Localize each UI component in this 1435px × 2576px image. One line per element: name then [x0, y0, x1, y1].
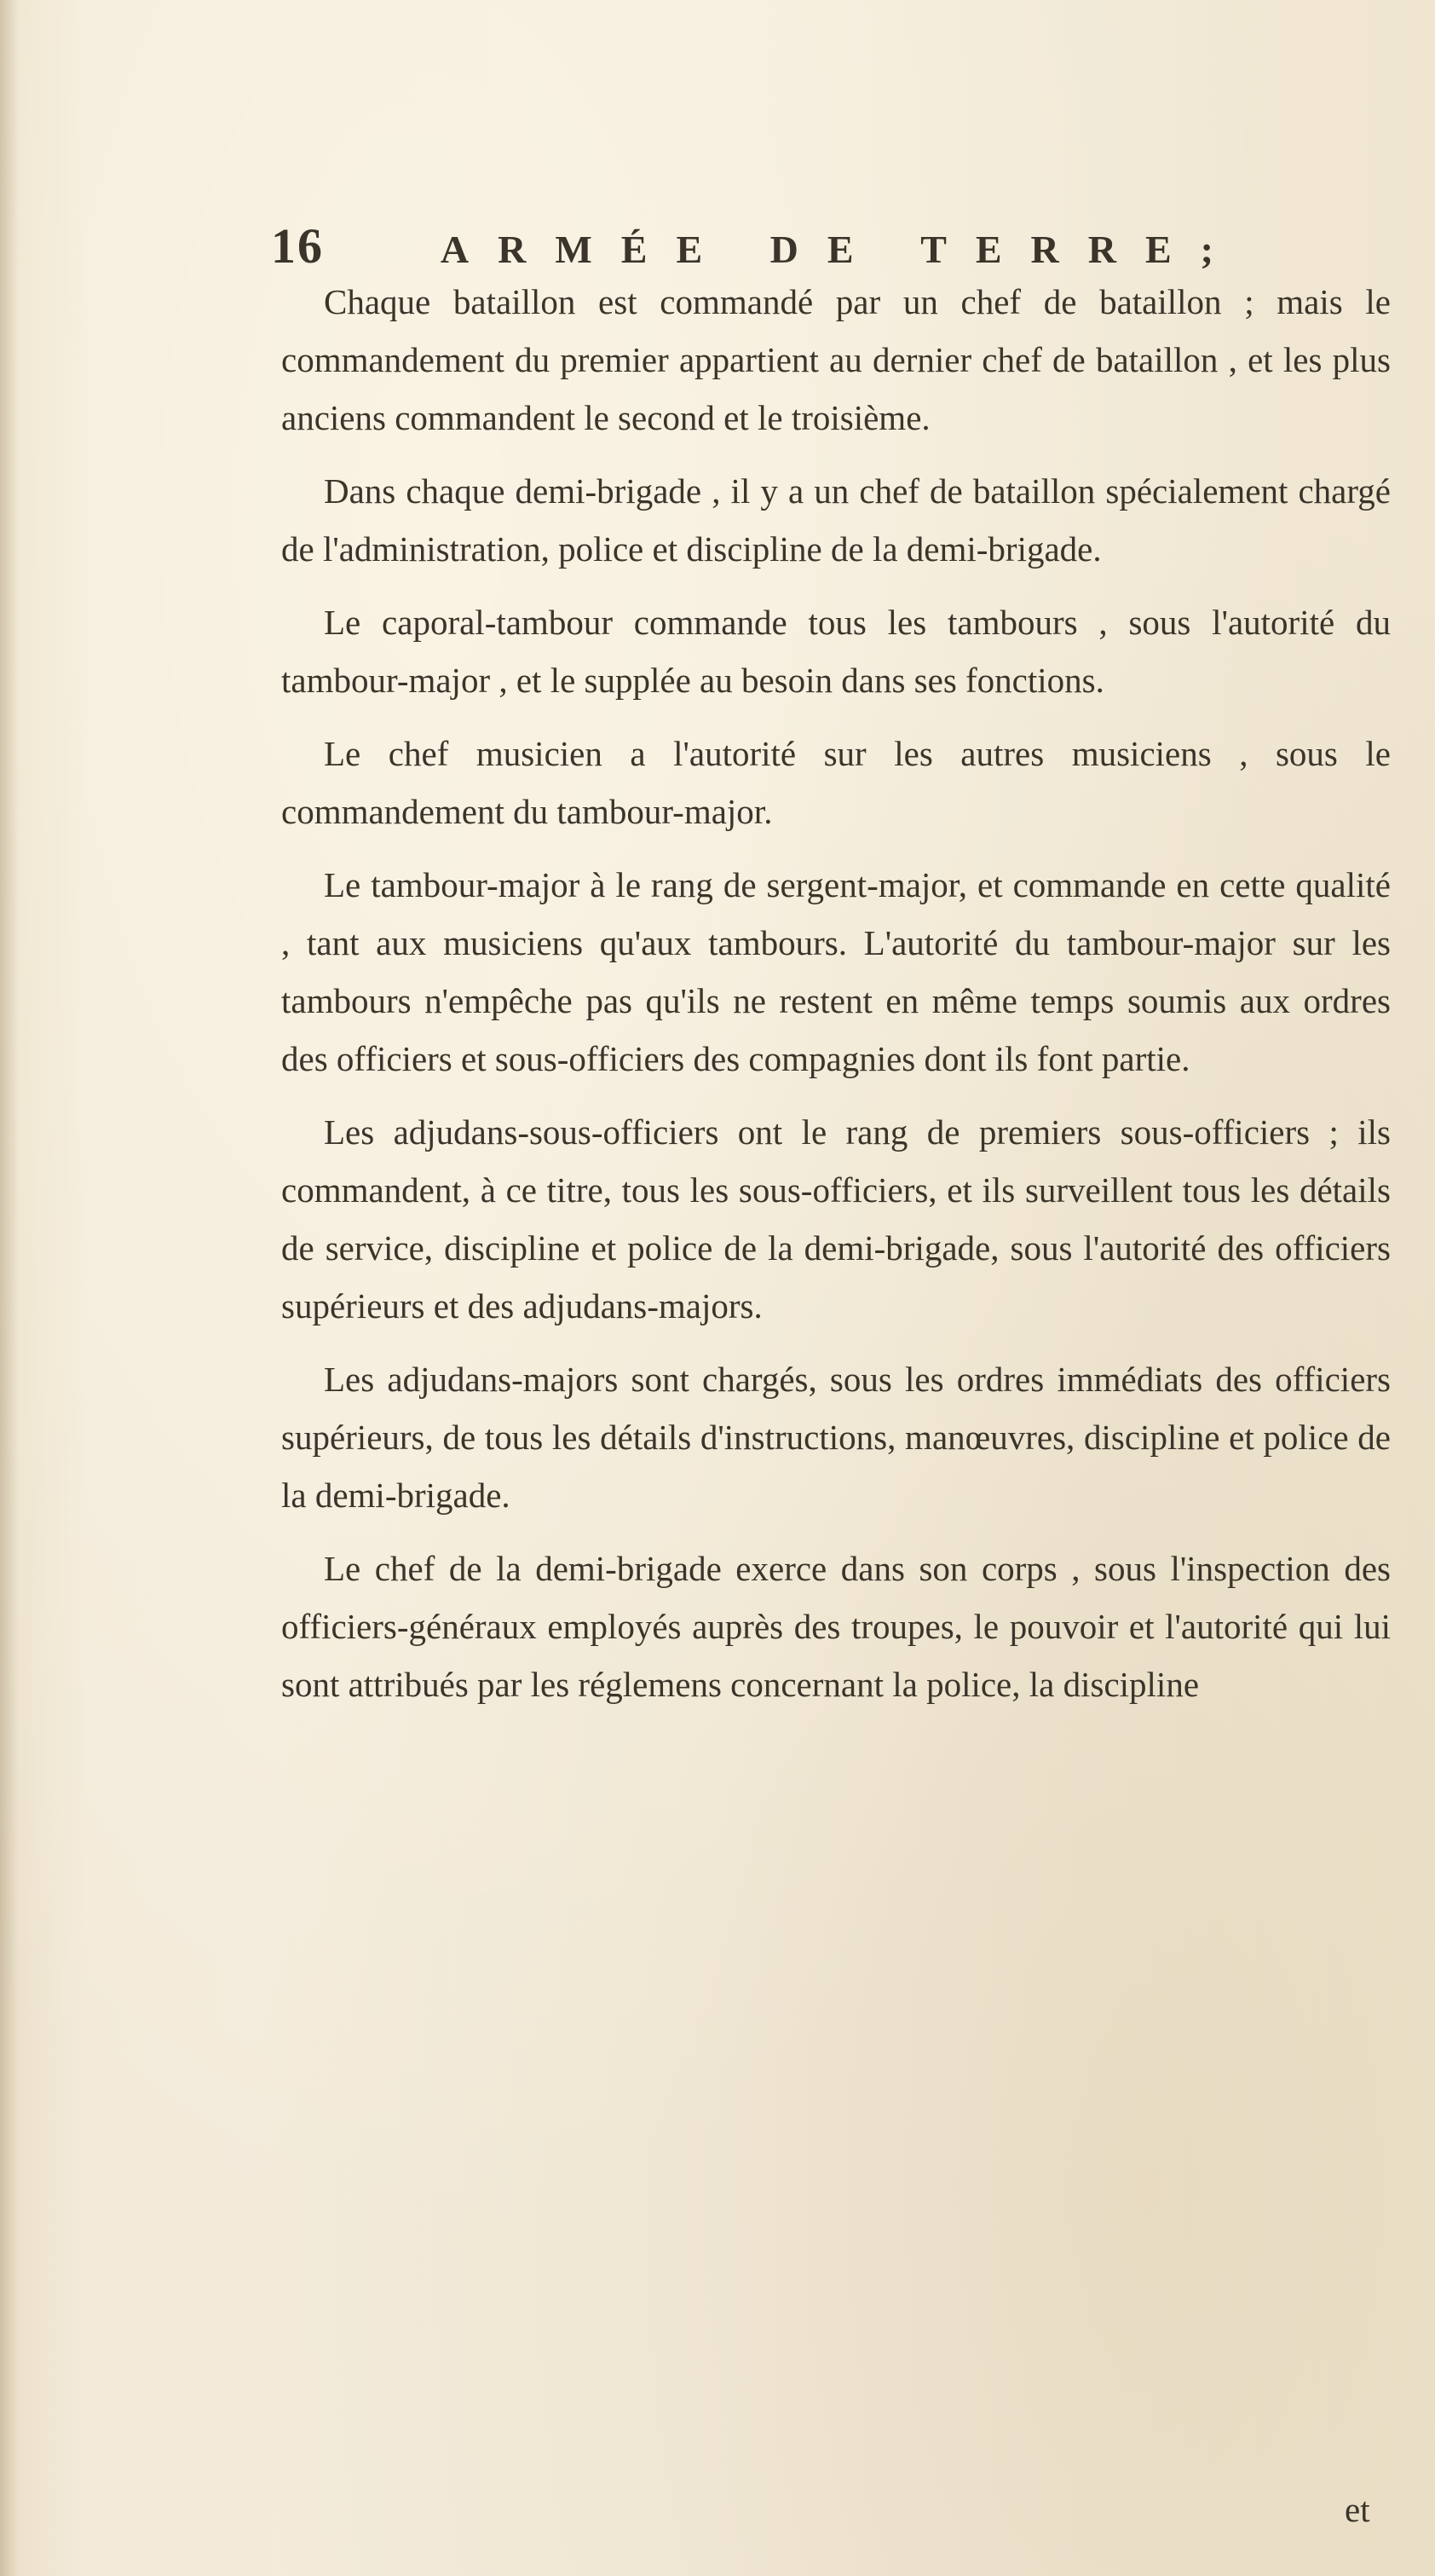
paragraph-chef-demi-brigade: Le chef de la demi-brigade exerce dans son corps , sous l'inspection des officiers-généraux employés auprès des troupes, le pouvoir et l'autorité qui lui sont attribués par les réglemens concernant la police, la discipline: [281, 1549, 1391, 1704]
paragraph-adjudans-sous-officiers: Les adjudans-sous-officiers ont le rang de premiers sous-officiers ; ils commandent, à ce titre, tous les sous-officiers, et ils surveillent tous les détails de service, discipline et police de la demi-brigade, sous l'autorité des officiers supérieurs et des adjudans-majors.: [281, 1112, 1391, 1326]
paragraph-tambour-major: Le tambour-major à le rang de sergent-major, et commande en cette qualité , tant aux musiciens qu'aux tambours. L'autorité du tambour-major sur les tambours n'empêche pas qu'ils ne restent en même temps soumis aux ordres des officiers et sous-officiers des compagnies dont ils font partie.: [281, 865, 1391, 1078]
paragraph-battalion-command: Chaque bataillon est commandé par un chef de bataillon ; mais le commandement du premier appartient au dernier chef de bataillon , et les plus anciens commandent le second et le troisième.: [281, 282, 1391, 437]
paragraph-administration-chief: Dans chaque demi-brigade , il y a un chef de bataillon spécialement chargé de l'administration, police et discipline de la demi-brigade.: [281, 471, 1391, 569]
paragraph-caporal-tambour: Le caporal-tambour commande tous les tambours , sous l'autorité du tambour-major , et le supplée au besoin dans ses fonctions.: [281, 603, 1391, 700]
body-text: [281, 273, 1391, 1729]
paragraph-chef-musicien: Le chef musicien a l'autorité sur les autres musiciens , sous le commandement du tambour-major.: [281, 734, 1391, 831]
catchword: et: [1345, 2490, 1370, 2529]
running-title: ARMÉE DE TERRE;: [440, 228, 1242, 271]
running-head: [271, 217, 1242, 277]
binding-shadow: [0, 0, 19, 2576]
page-number: 16: [271, 218, 324, 274]
paragraph-adjudans-majors: Les adjudans-majors sont chargés, sous les ordres immédiats des officiers supérieurs, de tous les détails d'instructions, manœuvres, discipline et police de la demi-brigade.: [281, 1360, 1391, 1515]
